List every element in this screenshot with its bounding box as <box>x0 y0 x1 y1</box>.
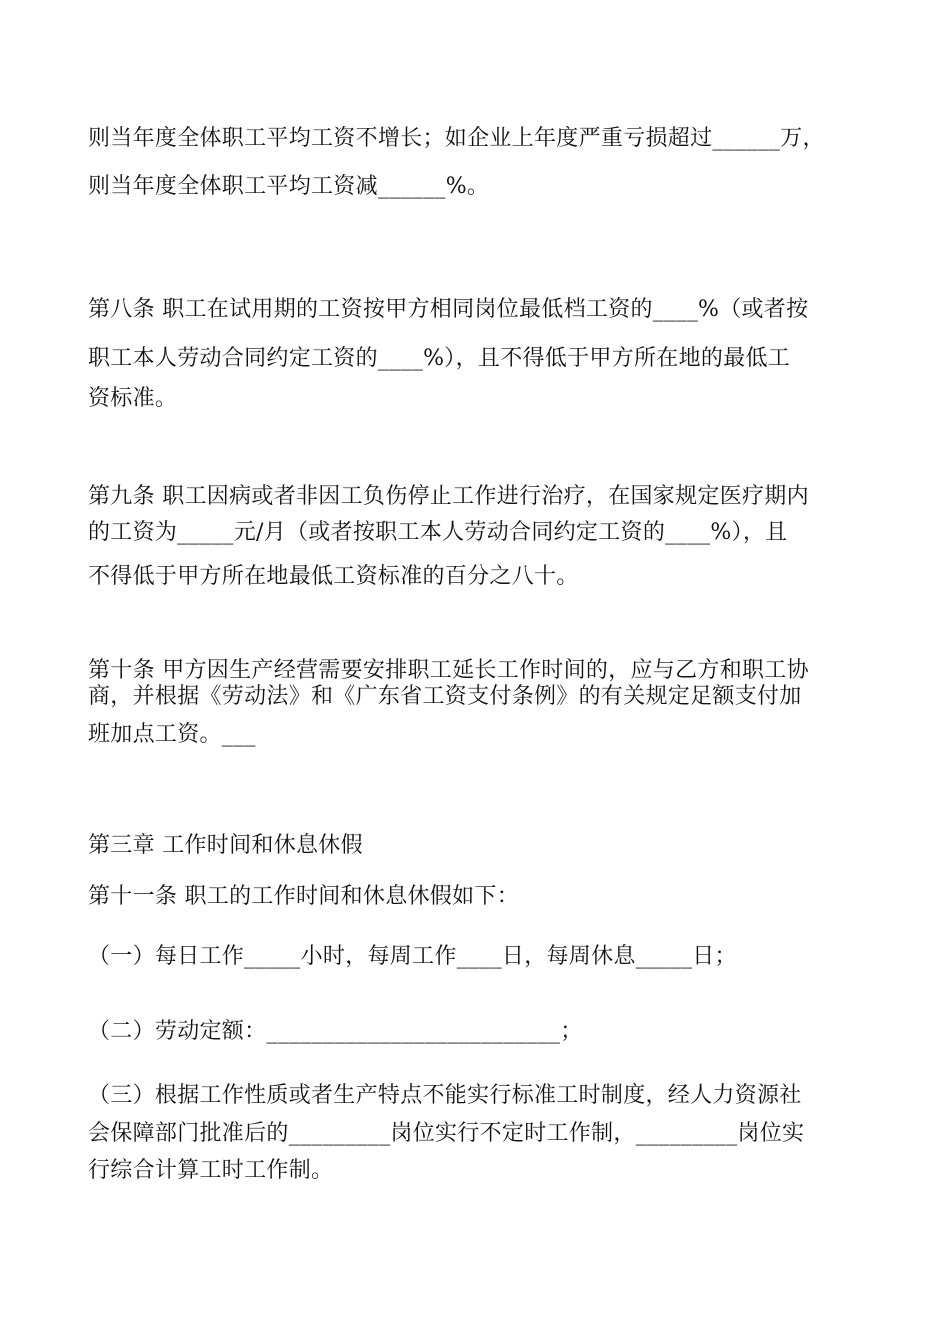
article-10-title-line: 第十条 甲方因生产经营需要安排职工延长工作时间的，应与乙方和职工协 <box>88 658 809 683</box>
text-line: 行综合计算工时工作制。 <box>88 1158 334 1183</box>
text-line: 会保障部门批准后的_________岗位实行不定时工作制，_________岗位实 <box>88 1121 805 1146</box>
text-line: 资标准。 <box>88 386 178 411</box>
chapter-3-heading: 第三章 工作时间和休息休假 <box>88 833 363 858</box>
text-line: 的工资为_____元/月（或者按职工本人劳动合同约定工资的____%），且 <box>88 520 788 545</box>
article-11-title-line: 第十一条 职工的工作时间和休息休假如下： <box>88 884 519 909</box>
text-line: 商，并根据《劳动法》和《广东省工资支付条例》的有关规定足额支付加 <box>88 684 802 709</box>
list-item-3: （三）根据工作性质或者生产特点不能实行标准工时制度，经人力资源社 <box>88 1083 802 1108</box>
article-8-title-line: 第八条 职工在试用期的工资按甲方相同岗位最低档工资的____%（或者按 <box>88 297 809 322</box>
article-9-title-line: 第九条 职工因病或者非因工负伤停止工作进行治疗，在国家规定医疗期内 <box>88 484 809 509</box>
text-line: 职工本人劳动合同约定工资的____%），且不得低于甲方所在地的最低工 <box>88 346 791 371</box>
text-line: 则当年度全体职工平均工资减______%。 <box>88 174 490 199</box>
text-line: 班加点工资。___ <box>88 722 256 747</box>
text-line: 则当年度全体职工平均工资不增长；如企业上年度严重亏损超过______万， <box>88 126 825 151</box>
text-line: 不得低于甲方所在地最低工资标准的百分之八十。 <box>88 564 579 589</box>
list-item-2: （二）劳动定额：__________________________； <box>88 1019 583 1044</box>
list-item-1: （一）每日工作_____小时，每周工作____日，每周休息_____日； <box>88 944 737 969</box>
